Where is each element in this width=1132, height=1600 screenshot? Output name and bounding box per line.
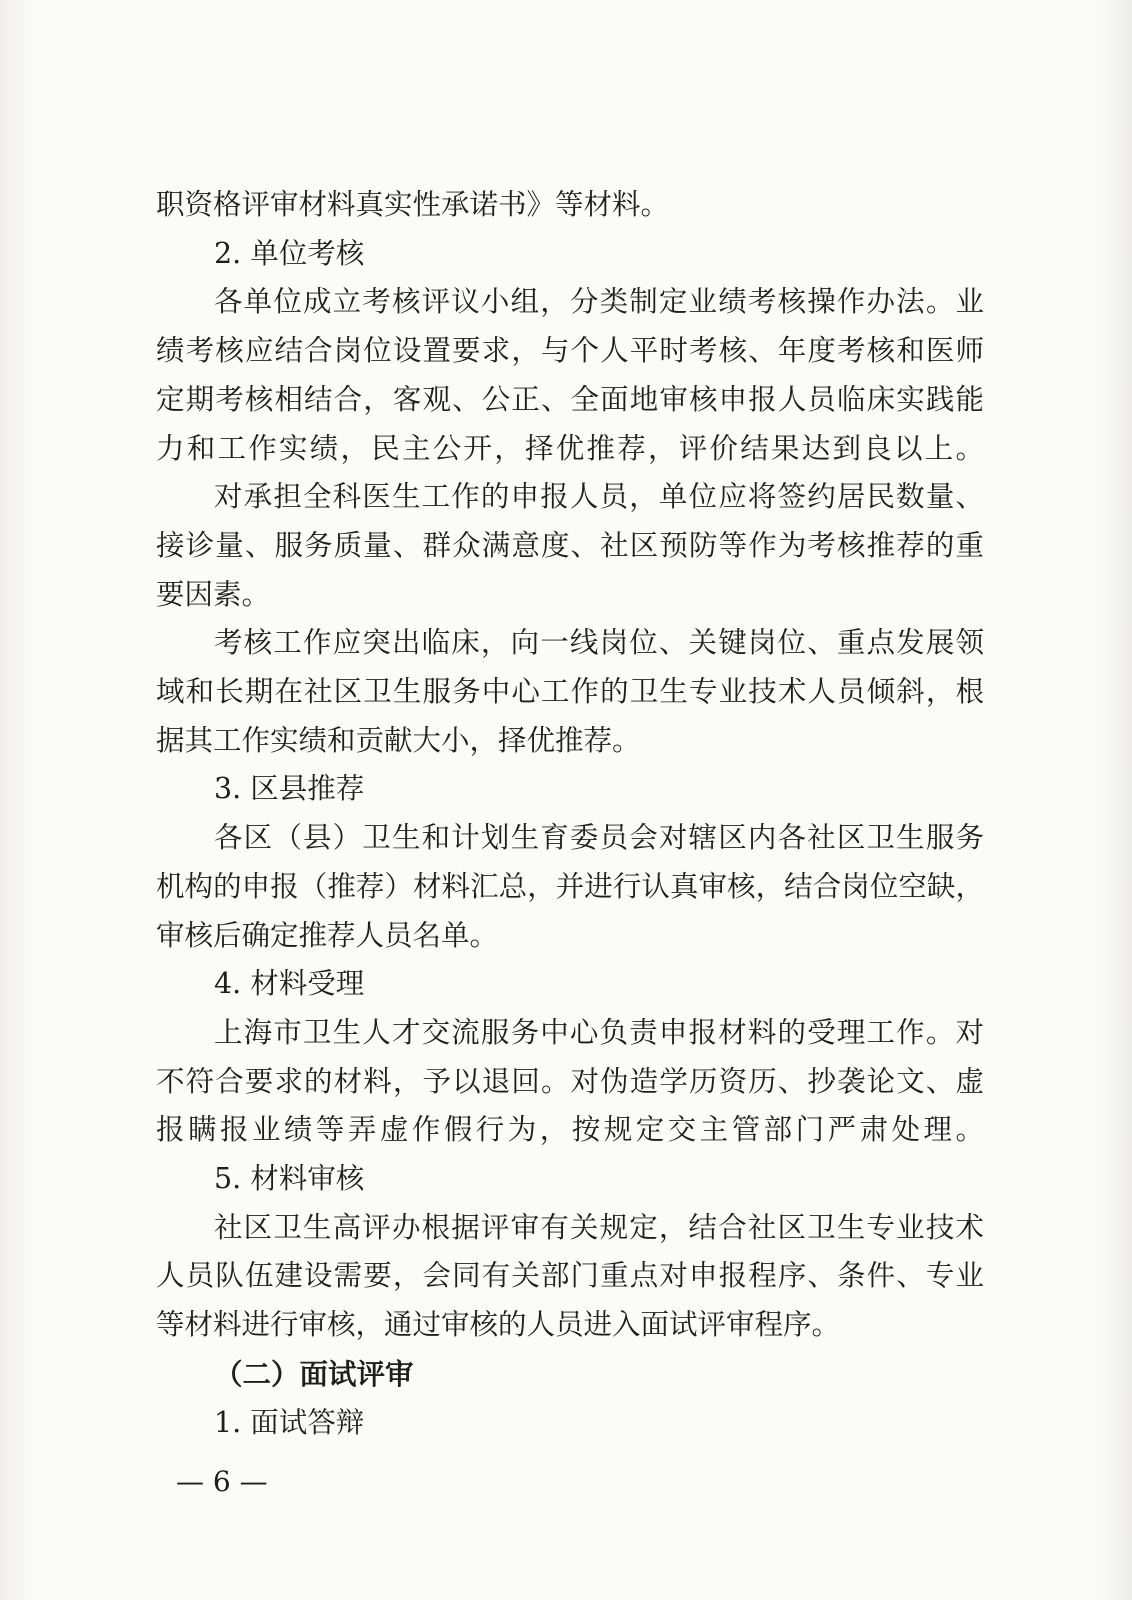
page-number: — 6 — [176, 1465, 268, 1498]
text-line: 要因素。 [156, 577, 271, 611]
text-line: 职资格评审材料真实性承诺书》等材料。 [156, 188, 670, 221]
text-line: 不符合要求的材料，予以退回。对伪造学历资历、抄袭论文、虚 [156, 1064, 984, 1098]
subsection-heading: 4. 材料受理 [214, 967, 365, 1001]
text-line: 等材料进行审核，通过审核的人员进入面试评审程序。 [156, 1308, 841, 1342]
subsection-heading: 2. 单位考核 [214, 236, 365, 270]
text-line: 接诊量、服务质量、群众满意度、社区预防等作为考核推荐的重 [156, 528, 984, 562]
text-line: 上海市卫生人才交流服务中心负责申报材料的受理工作。对 [214, 1015, 984, 1049]
text-line: 各区（县）卫生和计划生育委员会对辖区内各社区卫生服务 [214, 821, 984, 855]
subsection-heading: 3. 区县推荐 [214, 772, 365, 806]
text-line: 报瞒报业绩等弄虚作假行为，按规定交主管部门严肃处理。 [156, 1113, 984, 1147]
text-line: 域和长期在社区卫生服务中心工作的卫生专业技术人员倾斜，根 [156, 675, 984, 708]
subsection-heading: 1. 面试答辩 [214, 1405, 365, 1439]
text-line: 对承担全科医生工作的申报人员，单位应将签约居民数量、 [214, 480, 984, 514]
text-line: 定期考核相结合，客观、公正、全面地审核申报人员临床实践能 [156, 382, 984, 416]
text-line: 考核工作应突出临床，向一线岗位、关键岗位、重点发展领 [214, 626, 984, 660]
text-line: 绩考核应结合岗位设置要求，与个人平时考核、年度考核和医师 [156, 334, 984, 368]
text-line: 机构的申报（推荐）材料汇总，并进行认真审核，结合岗位空缺， [156, 869, 984, 903]
text-line: 人员队伍建设需要，会同有关部门重点对申报程序、条件、专业 [156, 1259, 984, 1293]
text-line: 社区卫生高评办根据评审有关规定，结合社区卫生专业技术 [214, 1210, 984, 1244]
text-line: 审核后确定推荐人员名单。 [156, 918, 499, 952]
text-line: 力和工作实绩，民主公开，择优推荐，评价结果达到良以上。 [156, 431, 984, 465]
section-heading: （二）面试评审 [214, 1356, 414, 1391]
subsection-heading: 5. 材料审核 [214, 1162, 365, 1195]
text-line: 据其工作实绩和贡献大小，择优推荐。 [156, 723, 641, 757]
text-line: 各单位成立考核评议小组，分类制定业绩考核操作办法。业 [214, 285, 984, 319]
